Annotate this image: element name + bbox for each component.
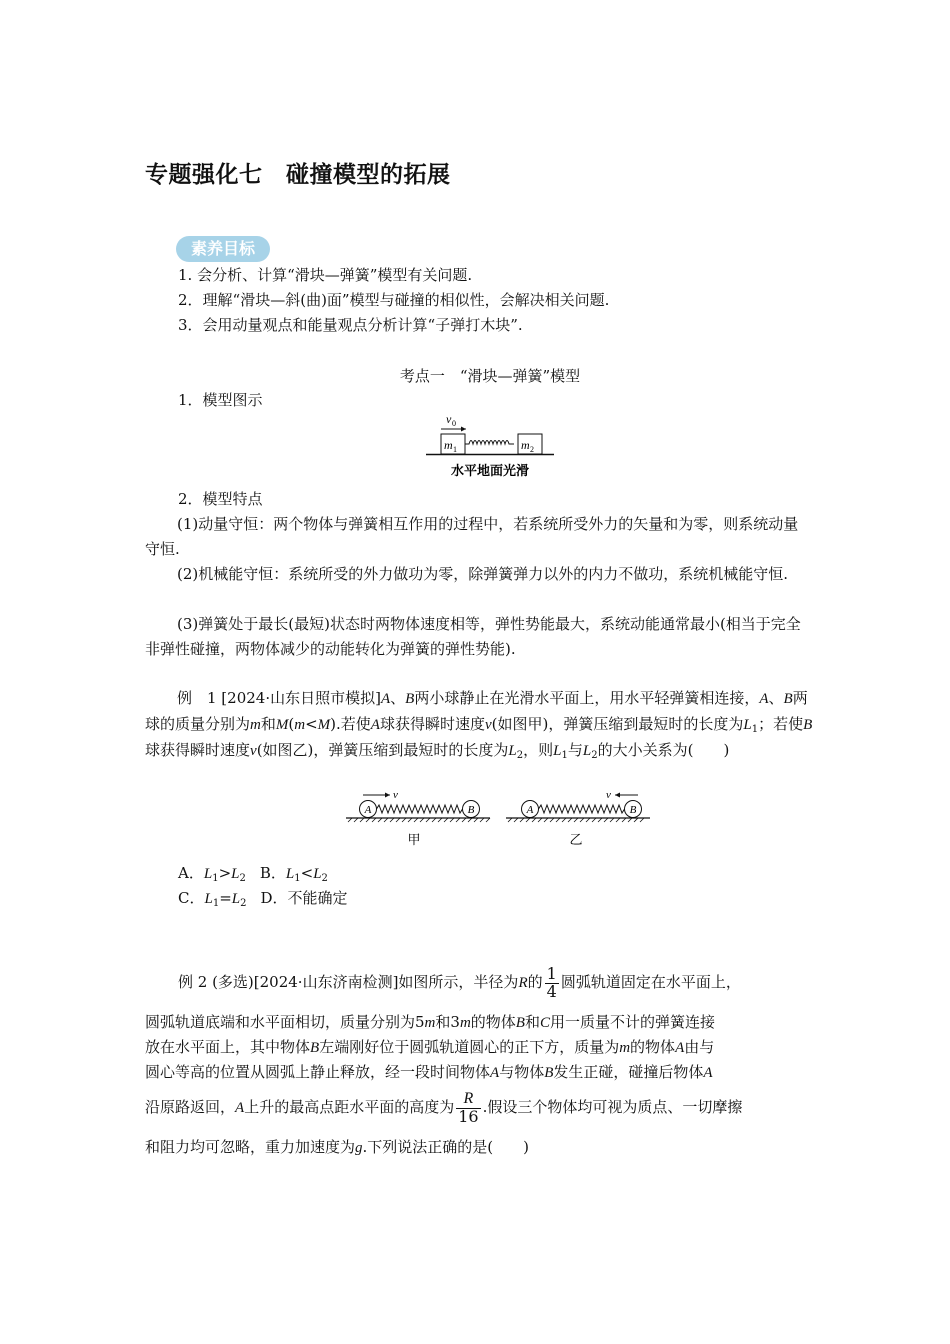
figure-jia: [346, 789, 490, 848]
example-2-line-3: 放在水平面上，其中物体B左端刚好位于圆弧轨道圆心的正下方，质量为m的物体A由与: [145, 1038, 715, 1056]
heading-model-diagram: 1．模型图示: [178, 391, 263, 409]
figure-yi: [506, 789, 650, 848]
fraction-r-over-16: $\frac{R}{16}$: [458, 1090, 479, 1126]
fig1-v-sub: 0: [452, 419, 456, 428]
point-extreme: (3)弹簧处于最长(最短)状态时两物体速度相等，弹性势能最大，系统动能通常最小(相当于完全非弹性碰撞，两物体减少的动能转化为弹簧的弹性势能).: [145, 615, 801, 658]
fig1-m2-sub: 2: [530, 445, 534, 454]
goal-2: 2．理解“滑块—斜(曲)面”模型与碰撞的相似性，会解决相关问题.: [178, 291, 610, 309]
example-2-line-4: 圆心等高的位置从圆弧上静止释放，经一段时间物体A与物体B发生正碰，碰撞后物体A: [145, 1063, 713, 1081]
jia-caption: 甲: [407, 833, 421, 848]
figure-slider-spring: [420, 408, 560, 484]
jia-ball-b: B: [467, 804, 475, 816]
yi-ball-a: A: [526, 804, 534, 816]
goals-badge: 素养目标: [176, 236, 270, 262]
fig1-m1-sub: 1: [453, 445, 457, 454]
jia-v-label: v: [393, 789, 398, 801]
goal-1: 1. 会分析、计算“滑块—弹簧”模型有关问题.: [178, 266, 473, 284]
example-1-options-cd: C．$L_1=L_2$ D．不能确定: [178, 889, 348, 909]
yi-caption: 乙: [569, 833, 583, 848]
section-heading: 考点一 “滑块—弹簧”模型: [399, 367, 581, 385]
yi-v-label: v: [606, 789, 611, 801]
example-1-options-ab: A．$L_1>L_2$ B．$L_1<L_2$: [178, 864, 328, 884]
yi-ball-b: B: [629, 804, 637, 816]
example-2-line-2: 圆弧轨道底端和水平面相切，质量分别为5m和3m的物体B和C用一质量不计的弹簧连接: [145, 1013, 716, 1031]
goal-3: 3．会用动量观点和能量观点分析计算“子弹打木块”.: [178, 316, 523, 334]
jia-ball-a: A: [364, 804, 372, 816]
example-2-line-6: 和阻力均可忽略，重力加速度为g.下列说法正确的是( ): [145, 1138, 529, 1156]
page-title: 专题强化七 碰撞模型的拓展: [145, 161, 451, 188]
point-momentum: (1)动量守恒：两个物体与弹簧相互作用的过程中，若系统所受外力的矢量和为零，则系统动量守恒.: [145, 515, 799, 558]
point-energy: (2)机械能守恒：系统所受的外力做功为零，除弹簧弹力以外的内力不做功，系统机械能守恒.: [177, 565, 789, 583]
example-2-line-5: 沿原路返回，A上升的最高点距水平面的高度为 $\frac{R}{16}$ .假设三个物体均可视为质点、一切摩擦: [145, 1090, 743, 1126]
fig1-v-label: v: [446, 412, 452, 426]
example-1-question: 例 1 [2024·山东日照市模拟]A、B两小球静止在光滑水平面上，用水平轻弹簧相连接，A、B两球的质量分别为m和M(m<M).若使A球获得瞬时速度v(如图甲)，弹簧压缩到最短时的长度为$L_1$；若使B球获得瞬时速度v(如图乙)，弹簧压缩到最短时的长度为$L_2$，则$L_1$与$L_2$的大小关系为( ): [145, 689, 813, 761]
fig1-m1: m: [444, 438, 453, 452]
example-2-line-1: 例 2 (多选)[2024·山东济南检测]如图所示，半径为R的 $\frac{1}{4}$ 圆弧轨道固定在水平面上，: [178, 963, 741, 1001]
fraction-one-quarter: $\frac{1}{4}$: [546, 963, 557, 1001]
example-1-figure: [340, 786, 660, 852]
heading-model-features: 2．模型特点: [178, 490, 263, 508]
fig1-m2: m: [521, 438, 530, 452]
fig1-caption: 水平地面光滑: [450, 464, 530, 479]
